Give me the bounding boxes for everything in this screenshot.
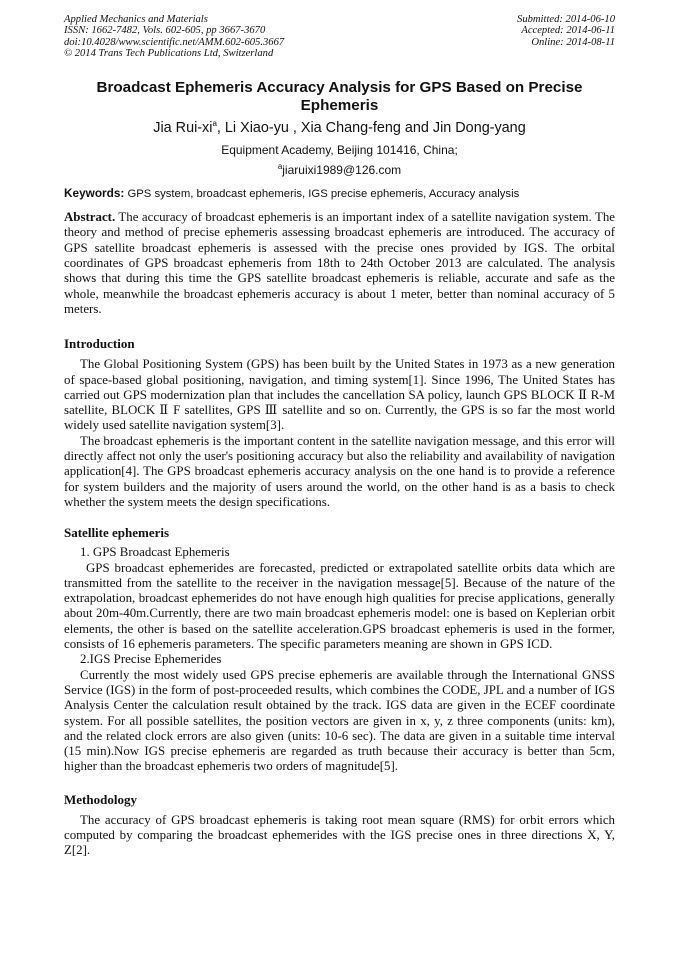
- abstract-text: The accuracy of broadcast ephemeris is an important index of a satellite navigation system. The theory and method of precise ephemeris assessing broadcast ephemeris are introduced. The accuracy of GPS satellite broadcast ephemeris is assessed with the precise ones provided by IGS. The orbital coordinates of GPS broadcast ephemeris from 18th to 24th October 2013 are calculated. The analysis shows that during this time the GPS satellite broadcast ephemeris is reliable, accurate and safe as the whole, meanwhile the broadcast ephemeris accuracy is about 1 meter, better than nominal accuracy of 5 meters.: [64, 210, 615, 316]
- page-header: [64, 14, 615, 59]
- section-heading-satellite-ephemeris: Satellite ephemeris: [64, 525, 170, 541]
- section-heading-introduction: Introduction: [64, 336, 135, 352]
- author-affiliation-mark: a: [212, 119, 217, 129]
- section-heading-methodology: Methodology: [64, 791, 137, 807]
- keywords-text: GPS system, broadcast ephemeris, IGS precise ephemeris, Accuracy analysis: [124, 188, 520, 201]
- author-email: [64, 163, 615, 178]
- paragraph: The accuracy of GPS broadcast ephemeris is taking root mean square (RMS) for orbit errors which computed by comparing the broadcast ephemerides with the IGS precise ones in three directions X, Y, Z[2].: [64, 812, 615, 858]
- dates-info: [517, 14, 615, 59]
- online-date: Online: 2014-08-11: [531, 36, 615, 48]
- abstract: [64, 210, 615, 317]
- paragraph: The broadcast ephemeris is the important content in the satellite navigation message, and this error will directly affect not only the user's positioning accuracy but also the reliability and availability of navigation application[4]. The GPS broadcast ephemeris accuracy analysis on the one hand is to provide a reference for system builders and the majority of users around the world, on the other hand is as a basis to check whether the system meets the design specifications.: [64, 433, 615, 509]
- subsection-heading: 1. GPS Broadcast Ephemeris: [80, 545, 230, 560]
- publication-info: [64, 14, 284, 59]
- keywords-label: Keywords:: [64, 186, 125, 201]
- doi-line: doi:10.4028/www.scientific.net/AMM.602-605.3667: [64, 36, 285, 48]
- other-authors: , Li Xiao-yu , Xia Chang-feng and Jin Dong-yang: [216, 120, 526, 137]
- submitted-date: Submitted: 2014-06-10: [517, 14, 615, 25]
- keywords: [64, 186, 615, 202]
- email-mark: a: [277, 162, 283, 172]
- paragraph: The Global Positioning System (GPS) has been built by the United States in 1973 as a new generation of space-based global positioning, navigation, and timing system[1]. Since 1996, The United States has carried out GPS modernization plan that includes the cancellation SA policy, launch GPS BLOCK Ⅱ R-M satellite, BLOCK Ⅱ F satellites, GPS Ⅲ satellite and so on. Currently, the GPS is so far the most world widely used satellite navigation system[3].: [64, 357, 615, 433]
- affiliation: Equipment Academy, Beijing 101416, China;: [221, 143, 458, 158]
- author-list: [64, 119, 615, 137]
- abstract-label: Abstract.: [64, 210, 116, 225]
- paragraph: GPS broadcast ephemerides are forecasted, predicted or extrapolated satellite orbits data which are transmitted from the satellite to the receiver in the navigation message[5]. Because of the nature of the extrapolation, broadcast ephemerides do not have enough high qualities for precise applications, generally about 20m-40m.Currently, there are two main broadcast ephemeris model: one is based on Keplerian orbit elements, the other is based on the satellite acceleration.GPS broadcast ephemeris is used in the former, consists of 16 ephemeris parameters. The specific parameters meaning are shown in GPS ICD.: [64, 560, 615, 652]
- accepted-date: Accepted: 2014-06-11: [521, 25, 615, 37]
- first-author: Jia Rui-xi: [153, 120, 213, 137]
- paper-title: Broadcast Ephemeris Accuracy Analysis for GPS Based on Precise Ephemeris: [96, 79, 583, 115]
- copyright-line: © 2014 Trans Tech Publications Ltd, Switzerland: [64, 47, 274, 59]
- paper-page: [64, 14, 615, 859]
- email-address: jiaruixi1989@126.com: [282, 163, 402, 178]
- subsection-heading: 2.IGS Precise Ephemerides: [80, 652, 222, 667]
- journal-name: Applied Mechanics and Materials: [64, 14, 208, 25]
- paragraph: Currently the most widely used GPS precise ephemeris are available through the International GNSS Service (IGS) in the form of post-proceeded results, which combines the CODE, JPL and a number of IGS Analysis Center the calculation result obtained by the track. IGS data are given in the ECEF coordinate system. For all possible satellites, the position vectors are given in x, y, z three components (units: km), and the related clock errors are also given (units: 10-6 sec). The data are given in a suitable time interval (15 min).Now IGS precise ephemeris are regarded as truth because their accuracy is better than 5cm, higher than the broadcast ephemeris two orders of magnitude[5].: [64, 667, 615, 774]
- issn-line: ISSN: 1662-7482, Vols. 602-605, pp 3667-3670: [64, 25, 266, 37]
